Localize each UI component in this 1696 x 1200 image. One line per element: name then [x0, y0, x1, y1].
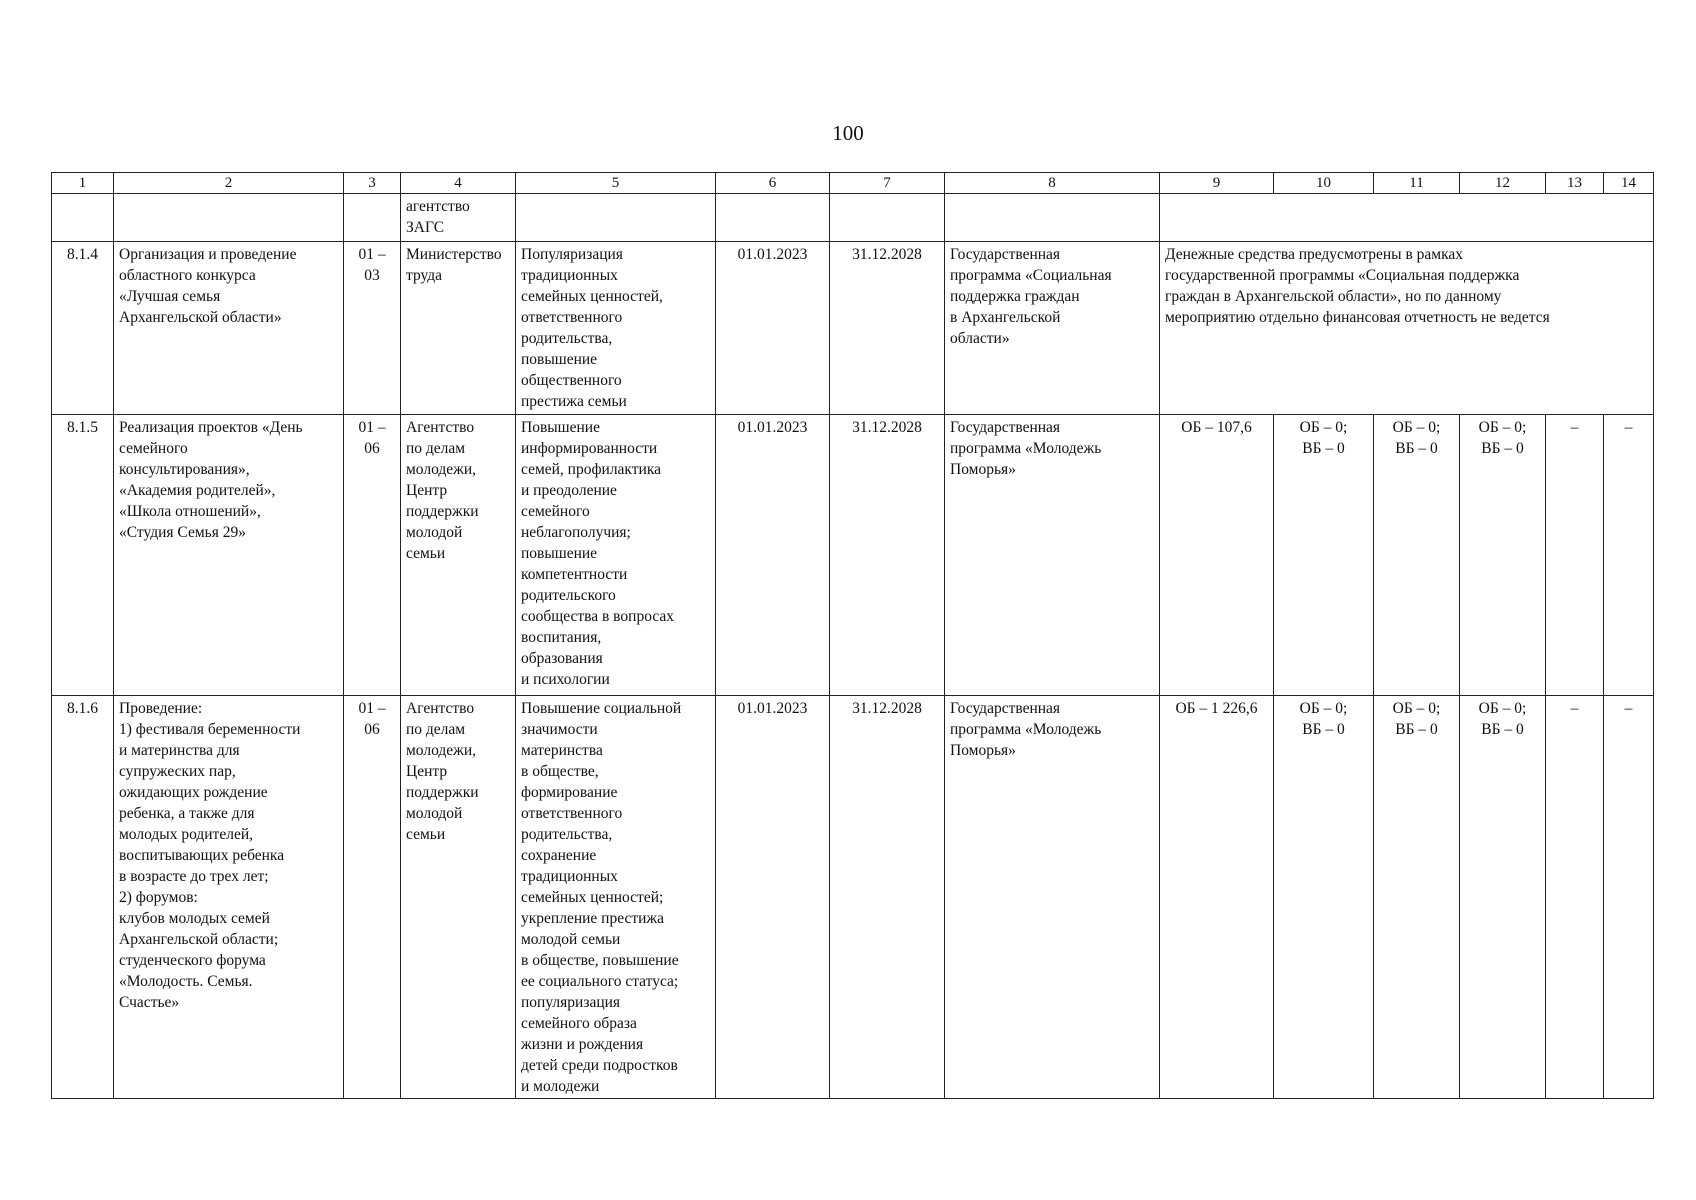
continuation-row [52, 194, 1654, 242]
column-header-row [52, 173, 1654, 194]
cell-period: 01 – 03 [344, 242, 401, 415]
cell-end [830, 194, 945, 242]
cell-start: 01.01.2023 [716, 415, 830, 696]
cell-funding-9: ОБ – 107,6 [1160, 415, 1274, 696]
page-number: 100 [832, 121, 864, 145]
column-header: 14 [1604, 173, 1654, 194]
column-header: 2 [114, 173, 344, 194]
cell-program: Государственная программа «Молодежь Поморья» [945, 696, 1160, 1099]
column-header: 7 [830, 173, 945, 194]
cell-funding-10: ОБ – 0; ВБ – 0 [1274, 415, 1374, 696]
cell-program: Государственная программа «Социальная поддержка граждан в Архангельской области» [945, 242, 1160, 415]
cell-funding-13: – [1546, 696, 1604, 1099]
column-header: 13 [1546, 173, 1604, 194]
cell-result: Повышение социальной значимости материнства в обществе, формирование ответственного родительства, сохранение традиционных семейных ценностей; укрепление престижа молодой семьи в обществе, повышение ее социального статуса; популяризация семейного образа жизни и рождения детей среди подростков и молодежи [516, 696, 716, 1099]
column-header: 1 [52, 173, 114, 194]
column-header: 6 [716, 173, 830, 194]
table-row [52, 415, 1654, 696]
cell-result: Популяризация традиционных семейных ценностей, ответственного родительства, повышение общественного престижа семьи [516, 242, 716, 415]
cell-end: 31.12.2028 [830, 242, 945, 415]
cell-name: Реализация проектов «День семейного консультирования», «Академия родителей», «Школа отношений», «Студия Семья 29» [114, 415, 344, 696]
cell-start [716, 194, 830, 242]
column-header: 9 [1160, 173, 1274, 194]
cell-program: Государственная программа «Молодежь Поморья» [945, 415, 1160, 696]
cell-executor: Министерство труда [401, 242, 516, 415]
cell-end: 31.12.2028 [830, 415, 945, 696]
cell-funding-note: Денежные средства предусмотрены в рамках государственной программы «Социальная поддержка граждан в Архангельской области», но по данному мероприятию отдельно финансовая отчетность не ведется [1160, 242, 1654, 415]
cell-funding-11: ОБ – 0; ВБ – 0 [1374, 696, 1460, 1099]
cell-executor: Агентство по делам молодежи, Центр поддержки молодой семьи [401, 696, 516, 1099]
column-header: 11 [1374, 173, 1460, 194]
cell-name [114, 194, 344, 242]
cell-funding-merged [1160, 194, 1654, 242]
column-header: 12 [1460, 173, 1546, 194]
cell-period: 01 – 06 [344, 696, 401, 1099]
column-header: 3 [344, 173, 401, 194]
column-header: 4 [401, 173, 516, 194]
column-header: 8 [945, 173, 1160, 194]
cell-num: 8.1.6 [52, 696, 114, 1099]
plan-table [51, 172, 1654, 1099]
cell-funding-12: ОБ – 0; ВБ – 0 [1460, 696, 1546, 1099]
cell-result [516, 194, 716, 242]
cell-funding-9: ОБ – 1 226,6 [1160, 696, 1274, 1099]
cell-funding-12: ОБ – 0; ВБ – 0 [1460, 415, 1546, 696]
column-header: 5 [516, 173, 716, 194]
cell-funding-10: ОБ – 0; ВБ – 0 [1274, 696, 1374, 1099]
cell-name: Проведение: 1) фестиваля беременности и материнства для супружеских пар, ожидающих рождение ребенка, а также для молодых родителей, воспитывающих ребенка в возрасте до трех лет; 2) форумов: клубов молодых семей Архангельской области; студенческого форума «Молодость. Семья. Счастье» [114, 696, 344, 1099]
cell-num [52, 194, 114, 242]
cell-funding-13: – [1546, 415, 1604, 696]
cell-program [945, 194, 1160, 242]
cell-name: Организация и проведение областного конкурса «Лучшая семья Архангельской области» [114, 242, 344, 415]
cell-result: Повышение информированности семей, профилактика и преодоление семейного неблагополучия; повышение компетентности родительского сообщества в вопросах воспитания, образования и психологии [516, 415, 716, 696]
cell-executor: Агентство по делам молодежи, Центр поддержки молодой семьи [401, 415, 516, 696]
cell-period [344, 194, 401, 242]
table-row [52, 242, 1654, 415]
table-row [52, 696, 1654, 1099]
cell-num: 8.1.4 [52, 242, 114, 415]
cell-num: 8.1.5 [52, 415, 114, 696]
cell-period: 01 – 06 [344, 415, 401, 696]
cell-executor: агентство ЗАГС [401, 194, 516, 242]
cell-end: 31.12.2028 [830, 696, 945, 1099]
cell-funding-14: – [1604, 696, 1654, 1099]
column-header: 10 [1274, 173, 1374, 194]
cell-funding-14: – [1604, 415, 1654, 696]
cell-start: 01.01.2023 [716, 242, 830, 415]
cell-start: 01.01.2023 [716, 696, 830, 1099]
cell-funding-11: ОБ – 0; ВБ – 0 [1374, 415, 1460, 696]
